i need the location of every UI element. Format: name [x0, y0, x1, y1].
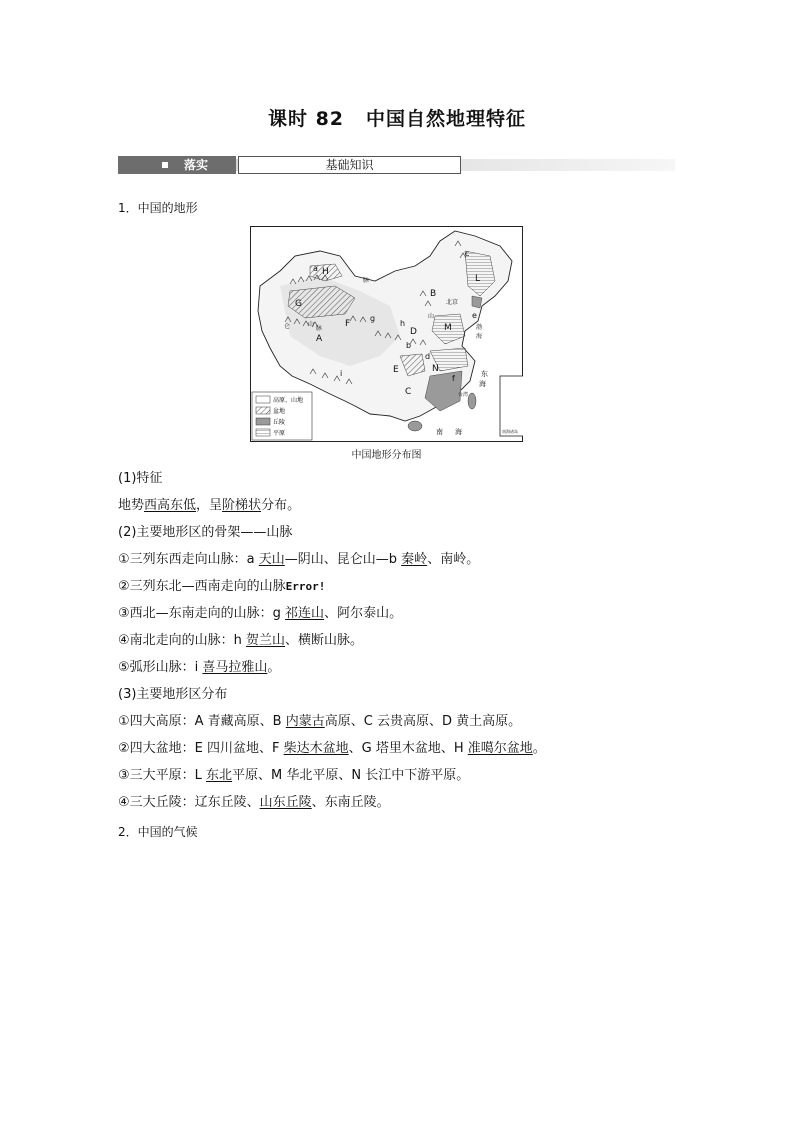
regions-line-3: ③三大平原：L 东北平原、M 华北平原、N 长江中下游平原。: [118, 768, 470, 783]
label-h: h: [400, 319, 406, 328]
label-A: A: [316, 334, 323, 344]
features-text: 地势西高东低，呈阶梯状分布。: [118, 498, 301, 513]
label-d: d: [425, 352, 431, 361]
lesson-number: 课时 82: [267, 108, 345, 130]
label-i: i: [340, 369, 343, 378]
label-hai: 海: [479, 380, 486, 388]
lesson-name: 中国自然地理特征: [366, 108, 527, 130]
regions-line-2: ②四大盆地：E 四川盆地、F 柴达木盆地、G 塔里木盆地、H 准噶尔盆地。: [118, 741, 546, 756]
legend-plain: 平原: [273, 430, 286, 437]
label-mai: 脉: [363, 277, 370, 284]
china-terrain-map: [250, 226, 523, 442]
hainan-island: [408, 421, 422, 431]
label-kun: 仑: [284, 323, 291, 330]
label-bohai1: 渤: [476, 324, 483, 331]
mountains-line-5: ⑤弧形山脉：i 喜马拉雅山。: [118, 660, 281, 675]
label-c: c: [465, 249, 470, 258]
label-b: b: [406, 341, 412, 350]
label-taiwan: 台湾: [458, 392, 469, 398]
label-H: H: [322, 267, 329, 277]
label-E: E: [393, 365, 399, 375]
label-N: N: [432, 364, 439, 374]
label-M: M: [444, 323, 452, 333]
section-tag: [118, 156, 236, 174]
label-shan2: 山: [308, 321, 315, 328]
section-subtitle: 基础知识: [238, 156, 461, 174]
map-legend: [252, 392, 312, 440]
label-f: f: [452, 374, 455, 383]
square-icon: [162, 162, 168, 168]
error-text: Error!: [285, 580, 326, 593]
mountains-line-2: ②三列东北—西南走向的山脉Error!: [118, 579, 326, 594]
label-hai2: 海: [455, 428, 462, 436]
label-nan: 南: [436, 428, 443, 436]
south-china-sea-inset: [500, 376, 523, 436]
label-bohai2: 海: [476, 333, 483, 340]
mountains-line-3: ③西北—东南走向的山脉：g 祁连山、阿尔泰山。: [118, 606, 403, 621]
map-caption: 中国地形分布图: [351, 450, 422, 461]
subheading-regions: (3)主要地形区分布: [118, 687, 228, 702]
section-bar: [118, 156, 675, 174]
label-D: D: [410, 327, 417, 337]
label-beijing: 北京: [446, 299, 459, 306]
label-nanhai: 南海诸岛: [502, 429, 518, 434]
label-B: B: [430, 289, 437, 299]
label-L: L: [475, 274, 481, 284]
legend-basin: 盆地: [273, 408, 286, 415]
page-title: [0, 104, 794, 131]
label-a: a: [313, 264, 318, 273]
subheading-mountains: (2)主要地形区的骨架——山脉: [118, 525, 293, 540]
regions-line-4: ④三大丘陵：辽东丘陵、山东丘陵、东南丘陵。: [118, 795, 390, 810]
label-e: e: [472, 311, 477, 320]
taiwan-island: [468, 393, 476, 409]
label-g: g: [370, 314, 376, 323]
mountains-line-1: ①三列东西走向山脉：a 天山—阴山、昆仑山—b 秦岭、南岭。: [118, 552, 480, 567]
subheading-features: (1)特征: [118, 471, 163, 486]
heading-climate: 2．中国的气候: [118, 825, 198, 839]
section-tag-label: 落实: [184, 158, 209, 172]
hills-liaodong: [472, 296, 482, 308]
regions-line-1: ①四大高原：A 青藏高原、B 内蒙古高原、C 云贵高原、D 黄土高原。: [118, 714, 522, 729]
heading-terrain: 1．中国的地形: [118, 201, 198, 215]
label-shan1: 山: [428, 313, 435, 320]
label-dong: 东: [481, 370, 488, 378]
label-F: F: [345, 319, 351, 329]
label-mai2: 脉: [316, 325, 323, 332]
legend-hills: 丘陵: [273, 419, 286, 426]
mountains-line-4: ④南北走向的山脉：h 贺兰山、横断山脉。: [118, 633, 364, 648]
legend-plateau: 高原、山地: [273, 397, 304, 404]
label-G: G: [295, 299, 302, 309]
label-C: C: [405, 387, 412, 397]
